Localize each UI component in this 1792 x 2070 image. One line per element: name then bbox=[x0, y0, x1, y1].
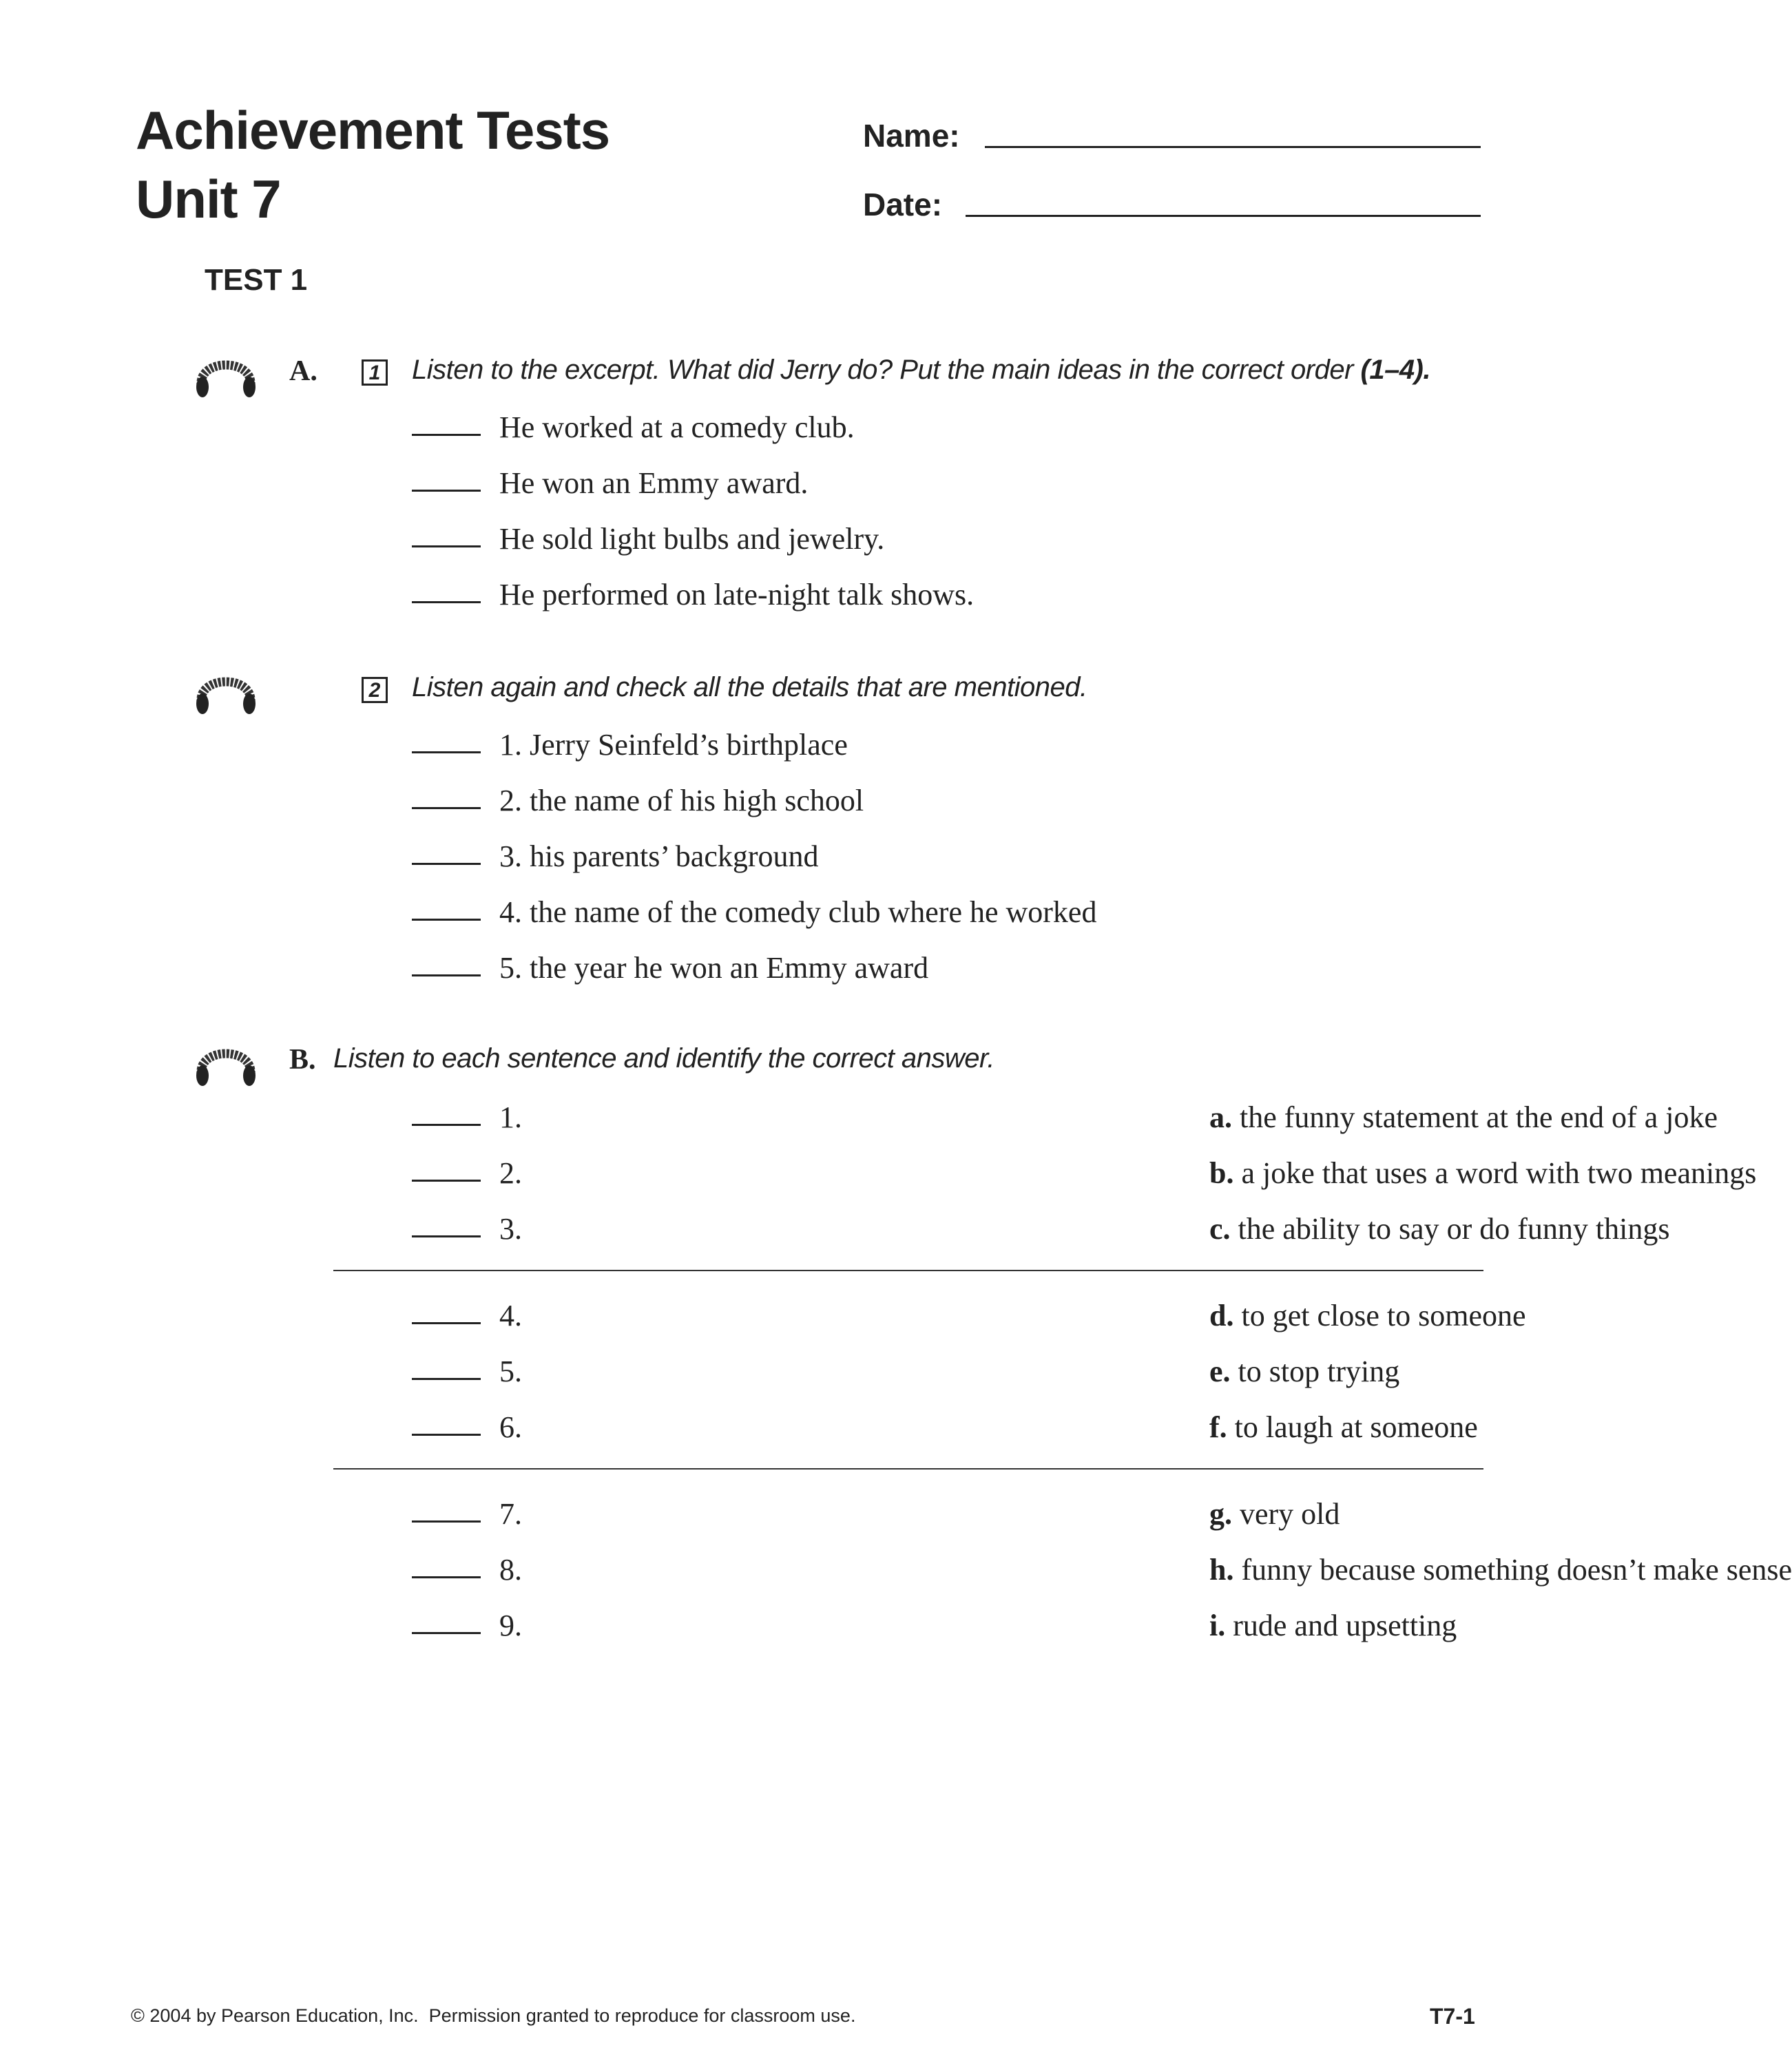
section-b-instruction: Listen to each sentence and identify the correct answer. bbox=[333, 1043, 994, 1074]
part-2-number-box: 2 bbox=[362, 677, 388, 703]
definition bbox=[1209, 1212, 1669, 1246]
item-text: He worked at a comedy club. bbox=[499, 410, 855, 444]
definition bbox=[1209, 1553, 1792, 1587]
definition bbox=[1209, 1497, 1340, 1531]
answer-blank[interactable] bbox=[412, 807, 481, 809]
item-text: 1. Jerry Seinfeld’s birthplace bbox=[499, 728, 848, 762]
answer-blank[interactable] bbox=[412, 751, 481, 753]
item-number: 6. bbox=[499, 1410, 522, 1444]
definition-text: the funny statement at the end of a joke bbox=[1240, 1100, 1718, 1134]
page-number: T7-1 bbox=[1430, 2004, 1475, 2029]
date-label: Date: bbox=[863, 187, 943, 222]
item-text: 3. his parents’ background bbox=[499, 839, 819, 873]
item-text: 4. the name of the comedy club where he worked bbox=[499, 895, 1097, 929]
headphones-icon bbox=[193, 1032, 259, 1088]
name-field[interactable] bbox=[985, 146, 1481, 148]
answer-blank[interactable] bbox=[412, 1235, 481, 1237]
matching-row bbox=[412, 1156, 1757, 1198]
matching-row bbox=[412, 1299, 1526, 1340]
part-2-instruction: Listen again and check all the details that are mentioned. bbox=[412, 672, 1087, 702]
answer-blank[interactable] bbox=[412, 919, 481, 921]
definition-text: to laugh at someone bbox=[1234, 1410, 1478, 1444]
date-field[interactable] bbox=[966, 215, 1481, 217]
definition bbox=[1209, 1410, 1478, 1445]
group-divider bbox=[333, 1468, 1483, 1470]
list-item bbox=[412, 784, 1376, 825]
page-title-line2: Unit 7 bbox=[136, 169, 281, 229]
definition-letter: i. bbox=[1209, 1609, 1226, 1642]
group-divider bbox=[333, 1270, 1483, 1271]
answer-blank[interactable] bbox=[412, 1180, 481, 1182]
definition-text: very old bbox=[1240, 1497, 1340, 1531]
definition-letter: h. bbox=[1209, 1553, 1234, 1587]
answer-blank[interactable] bbox=[412, 545, 481, 547]
matching-row bbox=[412, 1497, 1486, 1538]
definition-letter: d. bbox=[1209, 1299, 1234, 1332]
answer-blank[interactable] bbox=[412, 1576, 481, 1578]
matching-row bbox=[412, 1100, 1718, 1142]
item-text: He performed on late-night talk shows. bbox=[499, 578, 975, 611]
matching-row bbox=[412, 1609, 1486, 1650]
page-title-line1: Achievement Tests bbox=[136, 100, 610, 160]
item-text: 5. the year he won an Emmy award bbox=[499, 951, 929, 985]
list-item bbox=[412, 839, 1376, 881]
item-number: 9. bbox=[499, 1609, 522, 1642]
definition bbox=[1209, 1299, 1526, 1333]
definition-text: a joke that uses a word with two meanings bbox=[1241, 1156, 1757, 1190]
definition-letter: f. bbox=[1209, 1410, 1227, 1444]
item-text: He won an Emmy award. bbox=[499, 466, 809, 500]
matching-row bbox=[412, 1553, 1792, 1594]
matching-row bbox=[412, 1212, 1670, 1253]
answer-blank[interactable] bbox=[412, 1520, 481, 1523]
item-number: 1. bbox=[499, 1100, 522, 1134]
matching-row bbox=[412, 1410, 1486, 1452]
item-number: 7. bbox=[499, 1497, 522, 1531]
definition-text: rude and upsetting bbox=[1233, 1609, 1457, 1642]
test-label: TEST 1 bbox=[205, 263, 308, 297]
answer-blank[interactable] bbox=[412, 490, 481, 492]
answer-blank[interactable] bbox=[412, 1632, 481, 1634]
list-item bbox=[412, 728, 1376, 769]
definition-letter: b. bbox=[1209, 1156, 1234, 1190]
definition-letter: g. bbox=[1209, 1497, 1232, 1531]
section-b-letter: B. bbox=[289, 1044, 316, 1076]
matching-row bbox=[412, 1355, 1486, 1396]
list-item bbox=[412, 410, 1376, 452]
part-1-number-box: 1 bbox=[362, 359, 388, 386]
list-item bbox=[412, 522, 1376, 563]
item-number: 5. bbox=[499, 1355, 522, 1388]
definition-text: the ability to say or do funny things bbox=[1238, 1212, 1670, 1246]
answer-blank[interactable] bbox=[412, 601, 481, 603]
answer-blank[interactable] bbox=[412, 1322, 481, 1324]
list-item bbox=[412, 466, 1376, 508]
part-1-instruction: Listen to the excerpt. What did Jerry do? Put the main ideas in the correct order (1–4). bbox=[412, 355, 1430, 385]
list-item bbox=[412, 578, 1376, 619]
definition-text: funny because something doesn’t make sense bbox=[1241, 1553, 1792, 1587]
name-label: Name: bbox=[863, 118, 960, 154]
item-text: He sold light bulbs and jewelry. bbox=[499, 522, 885, 556]
item-number: 3. bbox=[499, 1212, 522, 1246]
definition-letter: a. bbox=[1209, 1100, 1232, 1134]
answer-blank[interactable] bbox=[412, 1378, 481, 1380]
definition-text: to stop trying bbox=[1238, 1355, 1400, 1388]
answer-blank[interactable] bbox=[412, 863, 481, 865]
copyright-notice: © 2004 by Pearson Education, Inc. Permission granted to reproduce for classroom use. bbox=[131, 2005, 856, 2026]
definition bbox=[1209, 1156, 1756, 1191]
definition bbox=[1209, 1609, 1457, 1643]
list-item bbox=[412, 951, 1376, 992]
definition bbox=[1209, 1355, 1399, 1389]
definition-letter: c. bbox=[1209, 1212, 1231, 1246]
item-number: 4. bbox=[499, 1299, 522, 1332]
answer-blank[interactable] bbox=[412, 434, 481, 436]
answer-blank[interactable] bbox=[412, 1434, 481, 1436]
headphones-icon bbox=[193, 343, 259, 399]
list-item bbox=[412, 895, 1376, 937]
answer-blank[interactable] bbox=[412, 974, 481, 976]
item-number: 2. bbox=[499, 1156, 522, 1190]
definition-text: to get close to someone bbox=[1241, 1299, 1526, 1332]
headphones-icon bbox=[193, 660, 259, 716]
item-number: 8. bbox=[499, 1553, 522, 1587]
definition-letter: e. bbox=[1209, 1355, 1231, 1388]
section-a-letter: A. bbox=[289, 355, 317, 387]
item-text: 2. the name of his high school bbox=[499, 784, 864, 817]
definition bbox=[1209, 1100, 1718, 1135]
answer-blank[interactable] bbox=[412, 1124, 481, 1126]
